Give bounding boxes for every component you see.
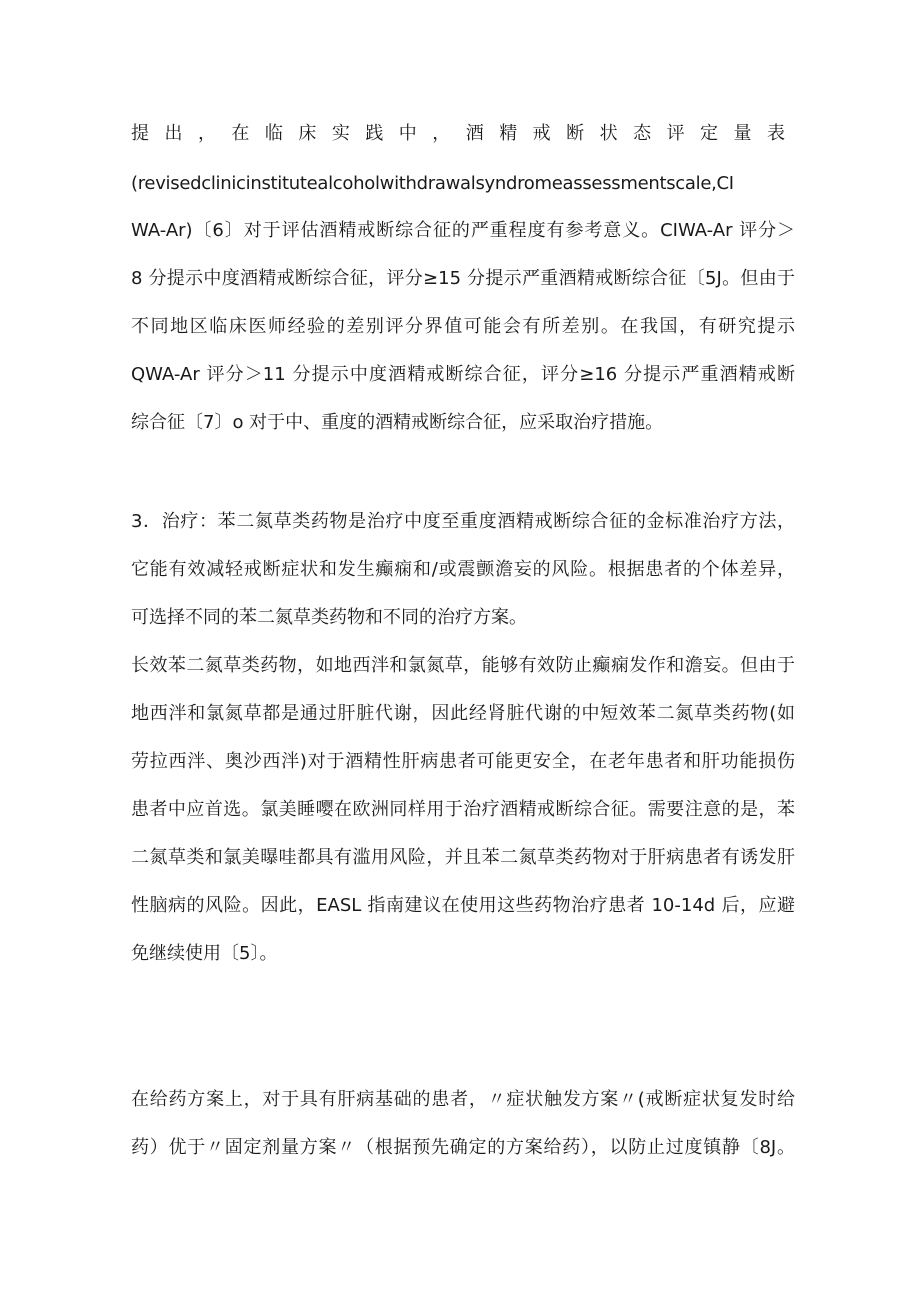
p1-line-3: WA-Ar)〔6〕对于评估酒精戒断综合征的严重程度有参考意义。CIWA-Ar 评分＞	[131, 220, 795, 241]
p1-line-1: 提出，在临床实践中，酒精戒断状态评定量表	[131, 123, 795, 144]
p3-line-2: 地西泮和氯氮草都是通过肝脏代谢，因此经肾脏代谢的中短效苯二氮草类药物(如	[131, 703, 795, 724]
p2-line-3: 可选择不同的苯二氮草类药物和不同的治疗方案。	[131, 607, 527, 628]
p1-line-5: 不同地区临床医师经验的差别评分界值可能会有所差别。在我国，有研究提示	[131, 316, 795, 337]
p4-line-2: 药）优于〃固定剂量方案〃（根据预先确定的方案给药），以防止过度镇静〔8J。	[131, 1137, 795, 1158]
p3-line-7: 免继续使用〔5〕。	[131, 943, 278, 964]
p1-line-7: 综合征〔7〕o 对于中、重度的酒精戒断综合征，应采取治疗措施。	[131, 412, 664, 433]
p3-line-6: 性脑病的风险。因此，EASL 指南建议在使用这些药物治疗患者 10-14d 后，应避	[131, 895, 795, 916]
p2-line-2: 它能有效减轻戒断症状和发生癫痫和/或震颤澹妄的风险。根据患者的个体差异，	[131, 559, 795, 580]
p1-line-2: (revisedclinicinstitutealcoholwithdrawalsyndromeassessmentscale,CI	[131, 173, 734, 194]
p1-line-4: 8 分提示中度酒精戒断综合征，评分≥15 分提示严重酒精戒断综合征〔5J。但由于	[131, 268, 795, 289]
p3-line-4: 患者中应首选。氯美睡嘤在欧洲同样用于治疗酒精戒断综合征。需要注意的是，苯	[131, 799, 795, 820]
p3-line-5: 二氮草类和氯美曝哇都具有滥用风险，并且苯二氮草类药物对于肝病患者有诱发肝	[131, 847, 795, 868]
p4-line-1: 在给药方案上，对于具有肝病基础的患者，〃症状触发方案〃(戒断症状复发时给	[131, 1089, 795, 1110]
p3-line-3: 劳拉西泮、奥沙西泮)对于酒精性肝病患者可能更安全，在老年患者和肝功能损伤	[131, 751, 795, 772]
p2-line-1: 3．治疗：苯二氮草类药物是治疗中度至重度酒精戒断综合征的金标准治疗方法，	[131, 511, 795, 532]
p1-line-6: QWA-Ar 评分＞11 分提示中度酒精戒断综合征，评分≥16 分提示严重酒精戒断	[131, 364, 795, 385]
p3-line-1: 长效苯二氮草类药物，如地西泮和氯氮草，能够有效防止癫痫发作和澹妄。但由于	[131, 655, 795, 676]
